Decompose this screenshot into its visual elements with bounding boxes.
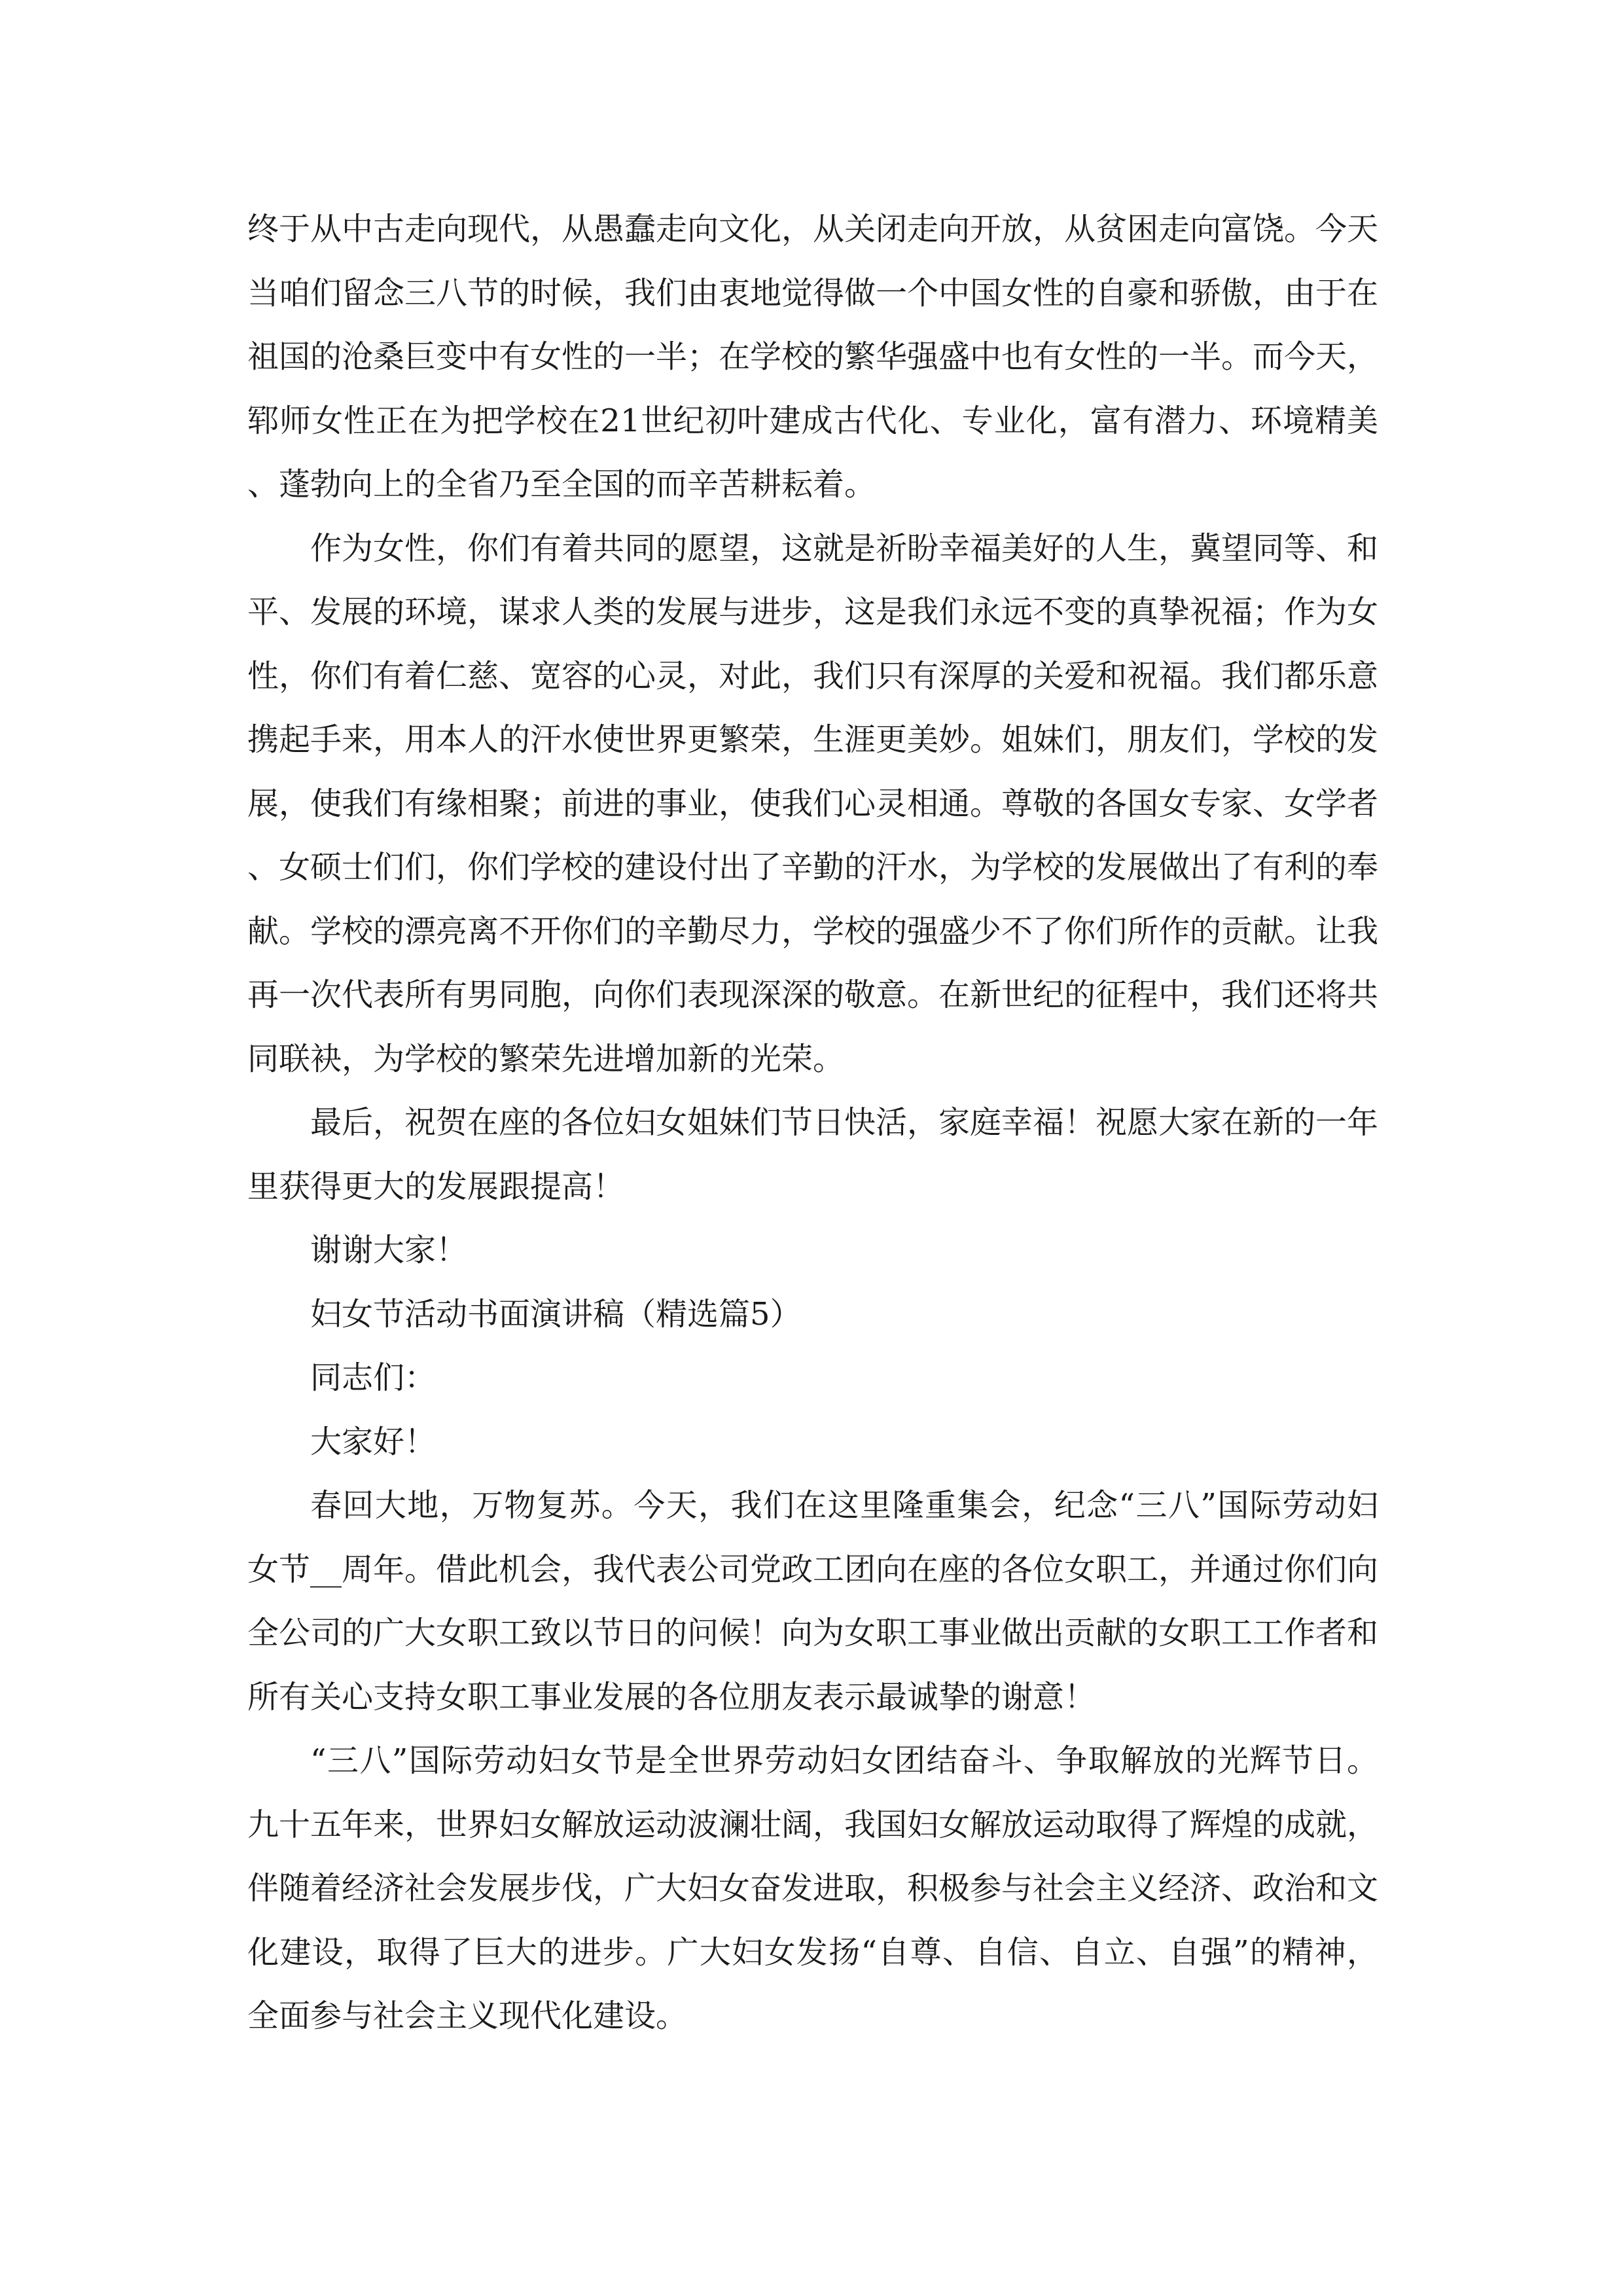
paragraph-4: 谢谢大家！ <box>310 1232 468 1268</box>
document-body <box>247 198 1378 2049</box>
paragraph-9: “三八”国际劳动妇女节是全世界劳动妇女团结奋斗、争取解放的光辉节日。九十五年来，世界妇女解放运动波澜壮阔，我国妇女解放运动取得了辉煌的成就，伴随着经济社会发展步伐，广大妇女奋发进取，积极参与社会主义经济、政治和文化建设，取得了巨大的进步。广大妇女发扬“自尊、自信、自立、自强”的精神，全面参与社会主义现代化建设。 <box>247 1742 1379 2034</box>
salutation: 同志们： <box>310 1359 437 1396</box>
section-title: 妇女节活动书面演讲稿（精选篇5） <box>310 1295 802 1333</box>
paragraph-1: 终于从中古走向现代，从愚蠢走向文化，从关闭走向开放，从贫困走向富饶。今天当咱们留念三八节的时候，我们由衷地觉得做一个中国女性的自豪和骄傲，由于在祖国的沧桑巨变中有女性的一半；在学校的繁华强盛中也有女性的一半。而今天，郓师女性正在为把学校在21世纪初叶建成古代化、专业化，富有潜力、环境精美、蓬勃向上的全省乃至全国的而辛苦耕耘着。 <box>247 211 1379 503</box>
paragraph-8: 春回大地，万物复苏。今天，我们在这里隆重集会，纪念“三八”国际劳动妇女节__周年。借此机会，我代表公司党政工团向在座的各位女职工，并通过你们向全公司的广大女职工致以节日的问候！向为女职工事业做出贡献的女职工工作者和所有关心支持女职工事业发展的各位朋友表示最诚挚的谢意！ <box>247 1487 1379 1715</box>
paragraph-2: 作为女性，你们有着共同的愿望，这就是祈盼幸福美好的人生，冀望同等、和平、发展的环境，谋求人类的发展与进步，这是我们永远不变的真挚祝福；作为女性，你们有着仁慈、宽容的心灵，对此，我们只有深厚的关爱和祝福。我们都乐意携起手来，用本人的汗水使世界更繁荣，生涯更美妙。姐妹们，朋友们，学校的发展，使我们有缘相聚；前进的事业，使我们心灵相通。尊敬的各国女专家、女学者、女硕士们们，你们学校的建设付出了辛勤的汗水，为学校的发展做出了有利的奉献。学校的漂亮离不开你们的辛勤尽力，学校的强盛少不了你们所作的贡献。让我再一次代表所有男同胞，向你们表现深深的敬意。在新世纪的征程中，我们还将共同联袂，为学校的繁荣先进增加新的光荣。 <box>247 529 1379 1077</box>
greeting: 大家好！ <box>310 1423 437 1460</box>
paragraph-3: 最后，祝贺在座的各位妇女姐妹们节日快活，家庭幸福！祝愿大家在新的一年里获得更大的发展跟提高！ <box>247 1104 1379 1205</box>
